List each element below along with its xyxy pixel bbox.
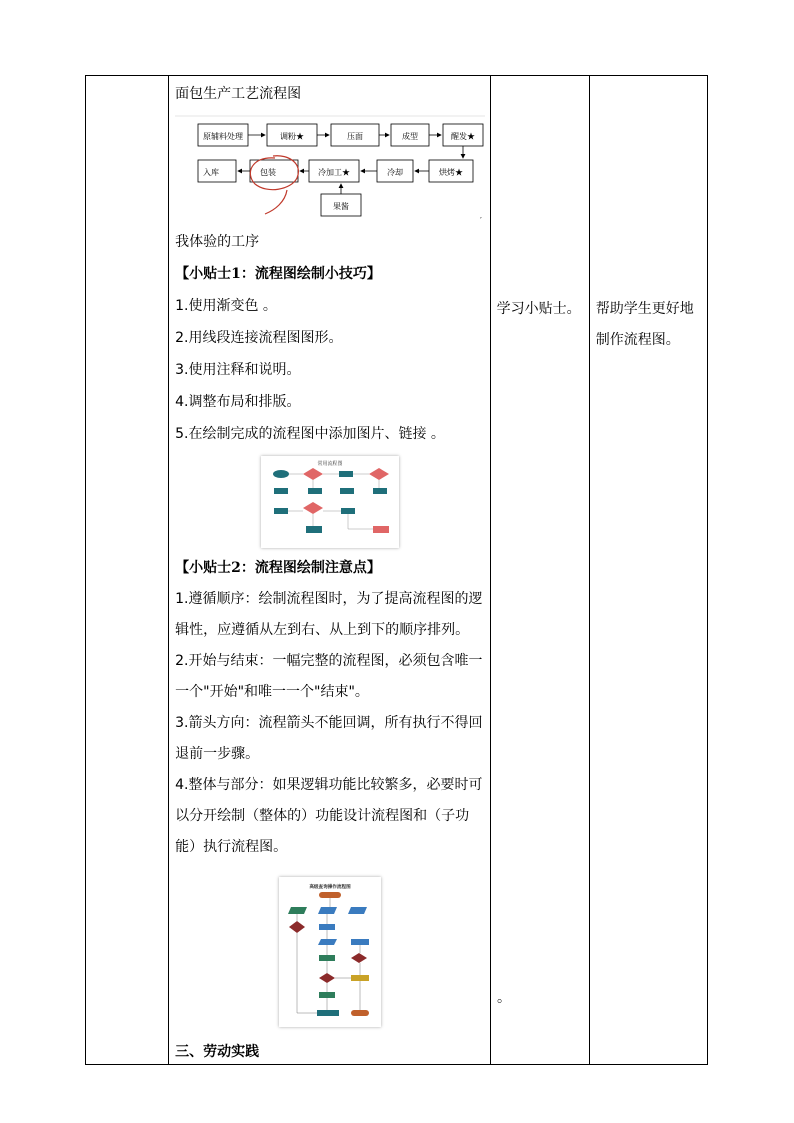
svg-text:,: , [480,213,483,220]
common-flowchart-image [261,456,399,548]
node-jam [321,194,361,216]
node-packaging [250,160,298,182]
lesson-table [85,75,708,1065]
svg-text:常用流程图: 常用流程图 [317,461,343,467]
tip2-item: 4.整体与部分：如果逻辑功能比较繁多，必要时可以分开绘制（整体的）功能设计流程图和（子功能）执行流程图。 [175,777,483,855]
node-proofing [443,124,483,146]
col3-end-mark: 。 [497,990,511,1006]
tip1-item: 5.在绘制完成的流程图中添加图片、链接 。 [175,426,445,442]
tip2-item: 1.遵循顺序：绘制流程图时，为了提高流程图的逻辑性，应遵循从左到右、从上到下的顺序排列。 [175,591,483,638]
svg-text:烘烤★: 烘烤★ [439,168,464,177]
svg-text:调粉★: 调粉★ [280,132,305,141]
svg-text:入库: 入库 [203,168,220,177]
node-cooling [377,160,413,182]
node-pressing [331,124,379,146]
svg-text:果酱: 果酱 [333,202,350,211]
tip2-item: 3.箭头方向：流程箭头不能回调，所有执行不得回退前一步骤。 [175,715,483,762]
advanced-query-flowchart-image [279,877,381,1027]
svg-text:压面: 压面 [347,132,364,141]
tip1-heading: 【小贴士1：流程图绘制小技巧】 [175,266,381,282]
svg-text:原辅料处理: 原辅料处理 [203,132,244,141]
tip2-item: 2.开始与结束：一幅完整的流程图，必须包含唯一一个"开始"和唯一一个"结束"。 [175,653,483,700]
node-mixing [267,124,317,146]
section-3-heading: 三、劳动实践 [175,1044,260,1060]
learning-tips-cell [490,76,589,1065]
tip1-item: 1.使用渐变色 。 [175,298,277,314]
svg-text:醒发★: 醒发★ [451,132,476,141]
design-intent-cell [589,76,707,1065]
svg-text:包装: 包装 [260,168,277,177]
node-baking [429,160,473,182]
node-raw-material [198,124,248,146]
svg-text:高级查询操作流程图: 高级查询操作流程图 [309,885,351,890]
tip2-heading: 【小贴士2：流程图绘制注意点】 [175,560,381,576]
my-step-label: 我体验的工序 [175,234,260,250]
node-shaping [391,124,429,146]
svg-text:成型: 成型 [402,132,419,141]
design-intent-text: 帮助学生更好地制作流程图。 [595,301,694,348]
svg-text:冷却: 冷却 [387,168,404,177]
bread-process-flowchart [175,114,485,222]
learning-tips-text: 学习小贴士。 [496,301,581,317]
left-empty-cell [86,76,169,1065]
main-content-cell [169,76,491,1065]
tip1-item: 4.调整布局和排版。 [175,394,301,410]
node-cold-processing [309,160,359,182]
tip1-item: 3.使用注释和说明。 [175,362,301,378]
flowchart-title: 面包生产工艺流程图 [175,86,302,102]
svg-text:冷加工★: 冷加工★ [318,168,351,177]
node-storage [198,160,236,182]
tip1-item: 2.用线段连接流程图图形。 [175,330,343,346]
